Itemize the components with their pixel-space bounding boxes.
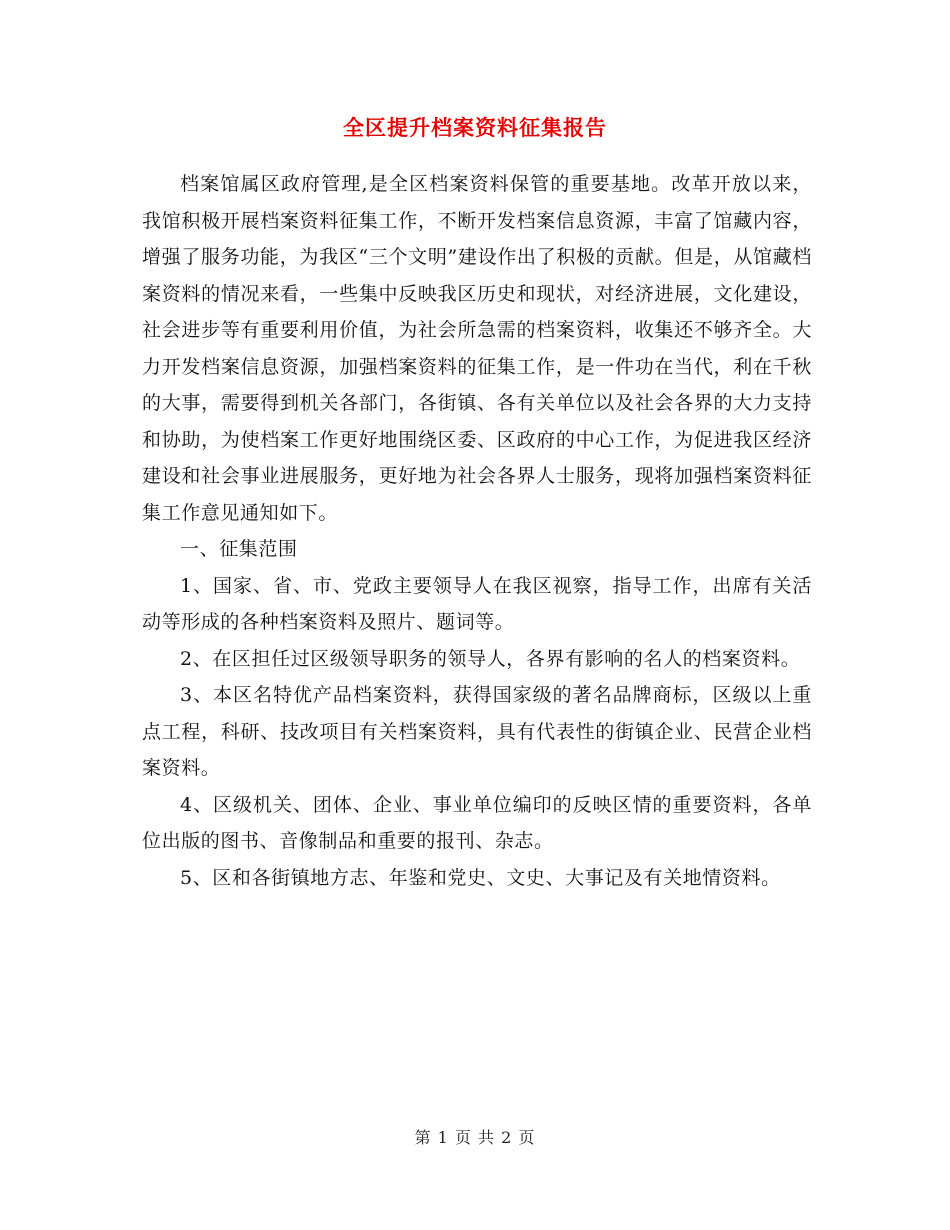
document-title: 全区提升档案资料征集报告 — [343, 115, 607, 140]
list-item: 1、国家、省、市、党政主要领导人在我区视察，指导工作，出席有关活动等形成的各种档案资料及照片、题词等。 — [142, 574, 812, 633]
list-item: 5、区和各街镇地方志、年鉴和党史、文史、大事记及有关地情资料。 — [180, 866, 781, 889]
section-heading: 一、征集范围 — [180, 538, 298, 560]
list-item: 4、区级机关、团体、企业、事业单位编印的反映区情的重要资料，各单位出版的图书、音像制品和重要的报刊、杂志。 — [142, 793, 812, 852]
document-body — [142, 166, 812, 896]
list-item: 3、本区名特优产品档案资料，获得国家级的著名品牌商标，区级以上重点工程，科研、技改项目有关档案资料，具有代表性的街镇企业、民营企业档案资料。 — [142, 684, 812, 779]
list-item: 2、在区担任过区级领导职务的领导人，各界有影响的名人的档案资料。 — [180, 647, 801, 670]
page-number-footer: 第 1 页 共 2 页 — [414, 1128, 536, 1147]
paragraph-intro: 档案馆属区政府管理,是全区档案资料保管的重要基地。改革开放以来，我馆积极开展档案资料征集工作，不断开发档案信息资源，丰富了馆藏内容，增强了服务功能，为我区“三个文明”建设作出了积极的贡献。但是，从馆藏档案资料的情况来看，一些集中反映我区历史和现状，对经济进展，文化建设，社会进步等有重要利用价值，为社会所急需的档案资料，收集还不够齐全。大力开发档案信息资源，加强档案资料的征集工作，是一件功在当代，利在千秋的大事，需要得到机关各部门，各街镇、各有关单位以及社会各界的大力支持和协助，为使档案工作更好地围绕区委、区政府的中心工作，为促进我区经济建设和社会事业进展服务，更好地为社会各界人士服务，现将加强档案资料征集工作意见通知如下。 — [142, 173, 812, 524]
